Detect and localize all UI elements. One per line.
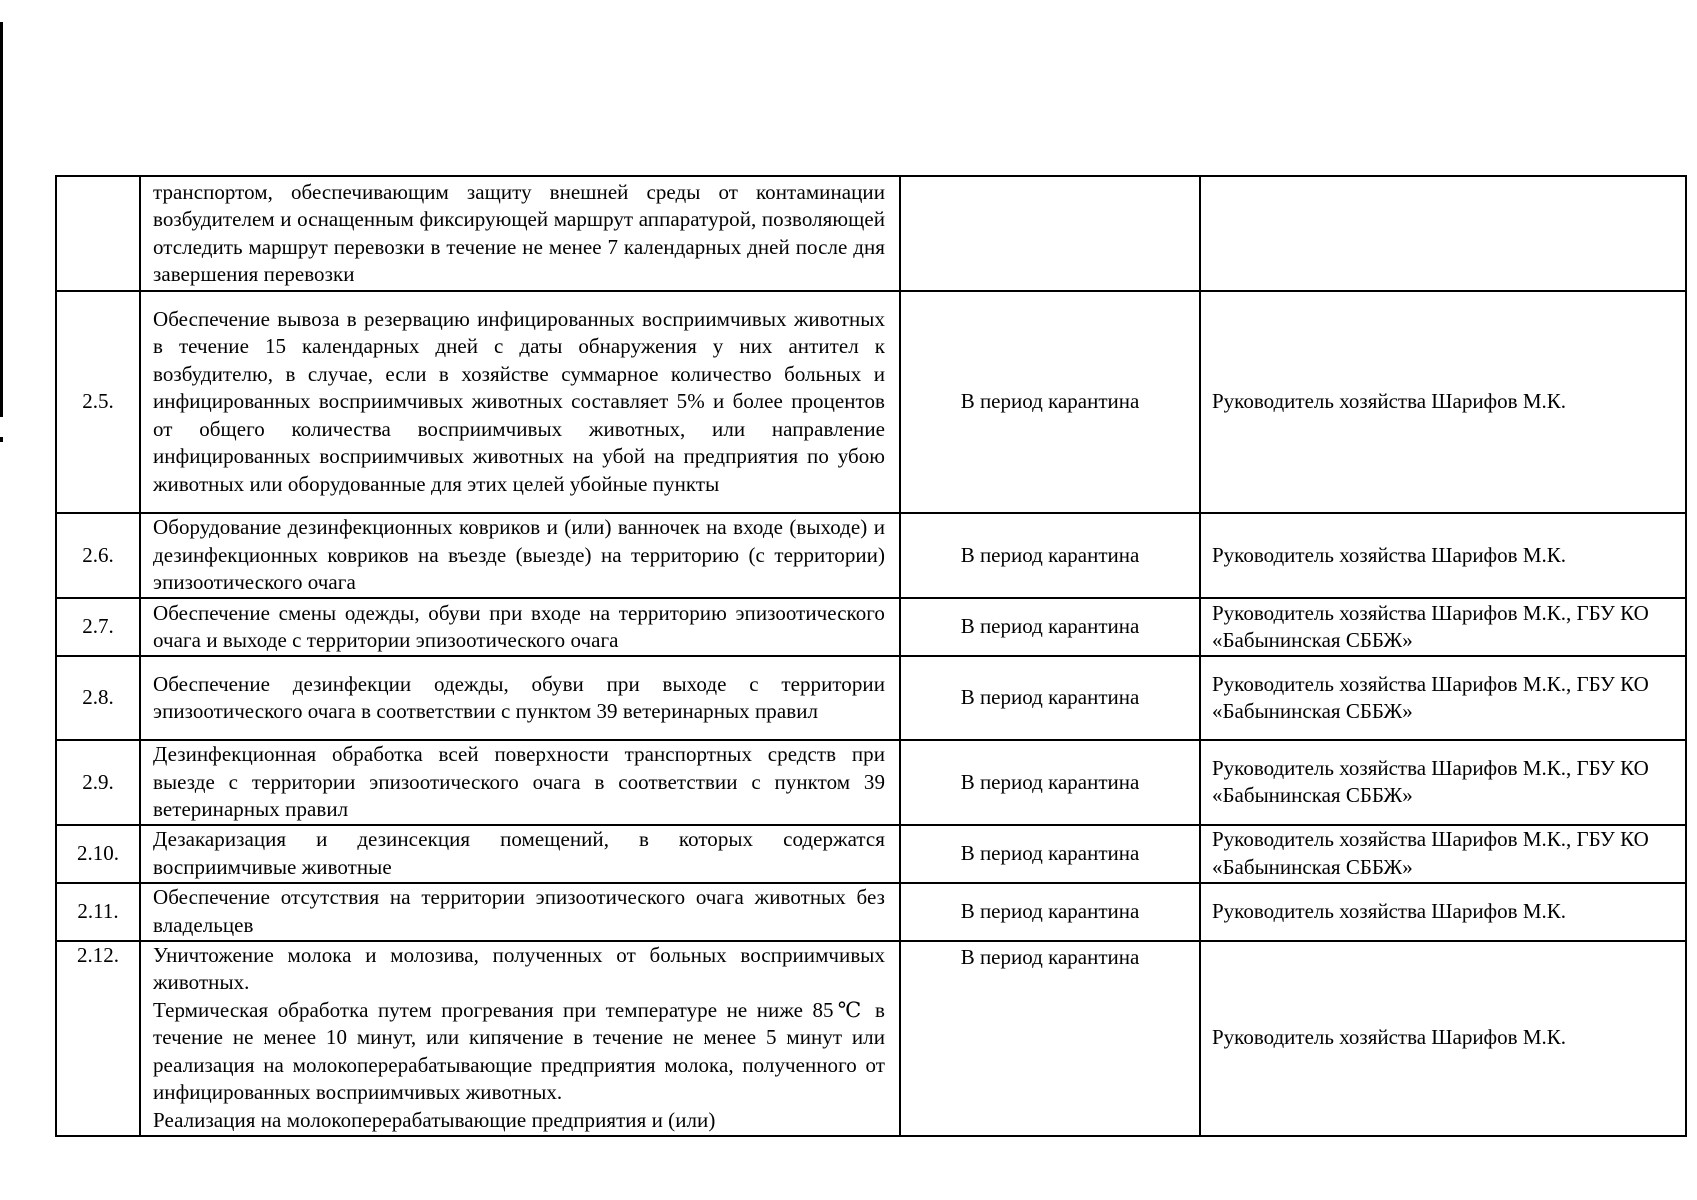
measure-responsible: Руководитель хозяйства Шарифов М.К. (1200, 941, 1686, 1136)
measure-responsible: Руководитель хозяйства Шарифов М.К. (1200, 291, 1686, 513)
measure-text: Обеспечение вывоза в резервацию инфицированных восприимчивых животных в течение 15 календарных дней с даты обнаружения у них антител к возбудителю, в случае, если в хозяйстве суммарное количество больных и инфицированных восприимчивых животных составляет 5% и более процентов от общего количества восприимчивых животных, или направление инфицированных восприимчивых животных на убой на предприятия по убою животных или оборудованные для этих целей убойные пункты (153, 306, 885, 496)
measure-text: транспортом, обеспечивающим защиту внешней среды от контаминации возбудителем и оснащенным фиксирующей маршрут аппаратурой, позволяющей отследить маршрут перевозки в течение не менее 7 календарных дней после дня завершения перевозки (153, 179, 885, 286)
measure-term: В период карантина (900, 883, 1200, 941)
measure-description (140, 656, 900, 740)
row-number: 2.8. (56, 656, 140, 740)
measure-text: Обеспечение смены одежды, обуви при входе на территорию эпизоотического очага и выходе с территории эпизоотического очага (153, 600, 885, 652)
row-number: 2.7. (56, 598, 140, 656)
measure-responsible: Руководитель хозяйства Шарифов М.К. (1200, 883, 1686, 941)
table-row (56, 598, 1686, 656)
measure-term: В период карантина (900, 825, 1200, 883)
measure-term: В период карантина (900, 656, 1200, 740)
row-number: 2.6. (56, 513, 140, 598)
measure-term (900, 176, 1200, 291)
measure-term: В период карантина (900, 598, 1200, 656)
measure-text: Реализация на молокоперерабатывающие предприятия и (или) (153, 1107, 716, 1132)
measure-description (140, 513, 900, 598)
table-row (56, 825, 1686, 883)
row-number: 2.5. (56, 291, 140, 513)
table-row (56, 176, 1686, 291)
measure-text: Уничтожение молока и молозива, полученных от больных восприимчивых животных. (153, 942, 885, 994)
row-number: 2.10. (56, 825, 140, 883)
row-number (56, 176, 140, 291)
measure-text: Обеспечение дезинфекции одежды, обуви при выходе с территории эпизоотического очага в соответствии с пунктом 39 ветеринарных правил (153, 671, 885, 723)
measure-text: Дезакаризация и дезинсекция помещений, в которых содержатся восприимчивые животные (153, 827, 885, 879)
table-row (56, 740, 1686, 825)
measure-text: Обеспечение отсутствия на территории эпизоотического очага животных без владельцев (153, 885, 885, 937)
measure-responsible: Руководитель хозяйства Шарифов М.К., ГБУ КО «Бабынинская СББЖ» (1200, 825, 1686, 883)
row-number: 2.9. (56, 740, 140, 825)
row-number: 2.12. (56, 941, 140, 1136)
table-row (56, 883, 1686, 941)
measure-responsible: Руководитель хозяйства Шарифов М.К., ГБУ КО «Бабынинская СББЖ» (1200, 598, 1686, 656)
measure-description (140, 941, 900, 1136)
measure-description (140, 598, 900, 656)
measure-responsible: Руководитель хозяйства Шарифов М.К., ГБУ КО «Бабынинская СББЖ» (1200, 656, 1686, 740)
measure-term: В период карантина (900, 740, 1200, 825)
measure-term: В период карантина (900, 291, 1200, 513)
measure-text: Дезинфекционная обработка всей поверхности транспортных средств при выезде с территории эпизоотического очага в соответствии с пунктом 39 ветеринарных правил (153, 742, 885, 821)
row-number: 2.11. (56, 883, 140, 941)
scan-edge-line (0, 22, 3, 417)
measure-description (140, 825, 900, 883)
measure-responsible: Руководитель хозяйства Шарифов М.К. (1200, 513, 1686, 598)
measure-text: Оборудование дезинфекционных ковриков и (или) ванночек на входе (выходе) и дезинфекционных ковриков на въезде (выезде) на территорию (с территории) эпизоотического очага (153, 515, 885, 595)
measure-responsible (1200, 176, 1686, 291)
measure-description (140, 291, 900, 513)
measure-description (140, 883, 900, 941)
measure-description (140, 176, 900, 291)
measure-description (140, 740, 900, 825)
measure-responsible: Руководитель хозяйства Шарифов М.К., ГБУ КО «Бабынинская СББЖ» (1200, 740, 1686, 825)
measures-table (55, 175, 1687, 1137)
measure-term: В период карантина (900, 941, 1200, 1136)
table-row (56, 656, 1686, 740)
measure-text: Термическая обработка путем прогревания при температуре не ниже 85℃ в течение не менее 10 минут, или кипячение в течение не менее 5 минут или реализация на молокоперерабатывающие предприятия молока, полученного от инфицированных восприимчивых животных. (153, 997, 885, 1104)
table-row (56, 941, 1686, 1136)
scan-edge-mark (0, 437, 3, 442)
table-row (56, 291, 1686, 513)
table-row (56, 513, 1686, 598)
measure-term: В период карантина (900, 513, 1200, 598)
